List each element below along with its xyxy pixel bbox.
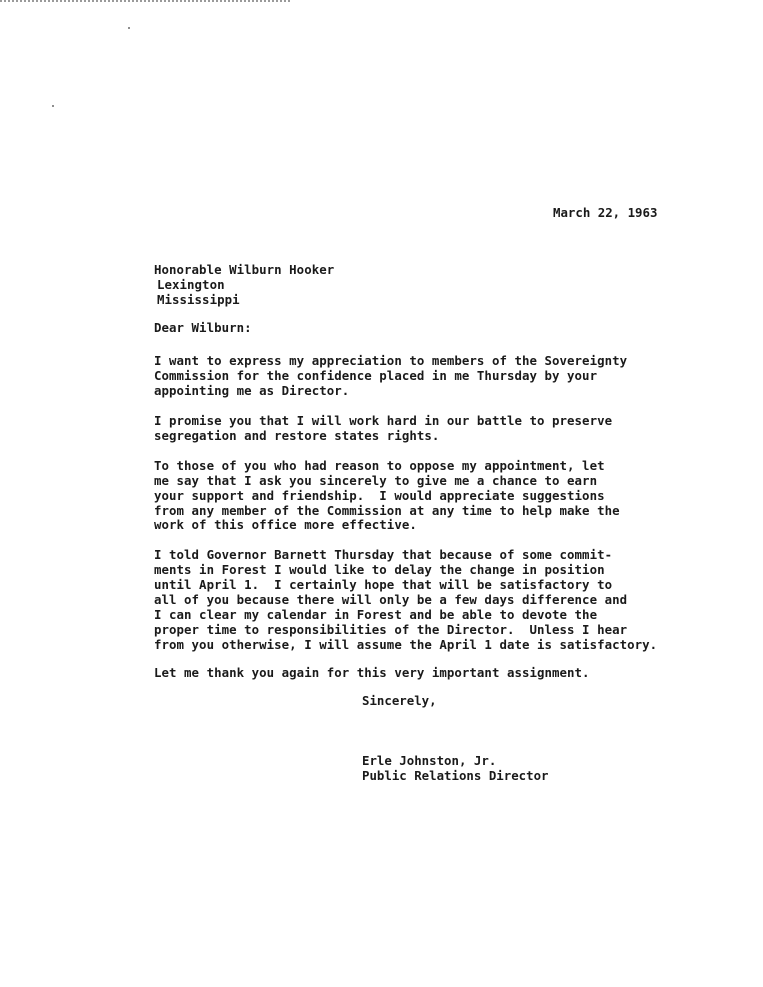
letter-date: March 22, 1963 — [553, 205, 658, 220]
scan-edge — [0, 0, 290, 4]
paragraph-line: I can clear my calendar in Forest and be able to devote the — [154, 607, 598, 622]
paragraph-line: proper time to responsibilities of the Director. Unless I hear — [154, 622, 628, 637]
paragraph-line: Commission for the confidence placed in me Thursday by your — [154, 368, 598, 383]
paragraph-line: work of this office more effective. — [154, 517, 417, 532]
paragraph-line: me say that I ask you sincerely to give me a chance to earn — [154, 473, 598, 488]
address-line: Honorable Wilburn Hooker — [154, 262, 335, 277]
signer-title: Public Relations Director — [362, 768, 549, 783]
paragraph-line: ments in Forest I would like to delay the change in position — [154, 562, 605, 577]
address-line: Lexington — [157, 277, 225, 292]
paragraph-line: I promise you that I will work hard in our battle to preserve — [154, 413, 613, 428]
paragraph-line: Let me thank you again for this very important assignment. — [154, 665, 590, 680]
paragraph-line: To those of you who had reason to oppose my appointment, let — [154, 458, 605, 473]
signer-name: Erle Johnston, Jr. — [362, 753, 497, 768]
scan-speck — [52, 105, 54, 107]
scan-speck — [128, 27, 130, 29]
paragraph-line: all of you because there will only be a few days difference and — [154, 592, 628, 607]
paragraph-line: from you otherwise, I will assume the April 1 date is satisfactory. — [154, 637, 658, 652]
paragraph-line: I told Governor Barnett Thursday that because of some commit- — [154, 547, 613, 562]
salutation: Dear Wilburn: — [154, 320, 252, 335]
paragraph-line: from any member of the Commission at any time to help make the — [154, 503, 620, 518]
paragraph-line: appointing me as Director. — [154, 383, 350, 398]
paragraph-line: segregation and restore states rights. — [154, 428, 440, 443]
paragraph-line: your support and friendship. I would appreciate suggestions — [154, 488, 605, 503]
paragraph-line: I want to express my appreciation to members of the Sovereignty — [154, 353, 628, 368]
closing: Sincerely, — [362, 693, 437, 708]
address-line: Mississippi — [157, 292, 240, 307]
paragraph-line: until April 1. I certainly hope that will be satisfactory to — [154, 577, 613, 592]
